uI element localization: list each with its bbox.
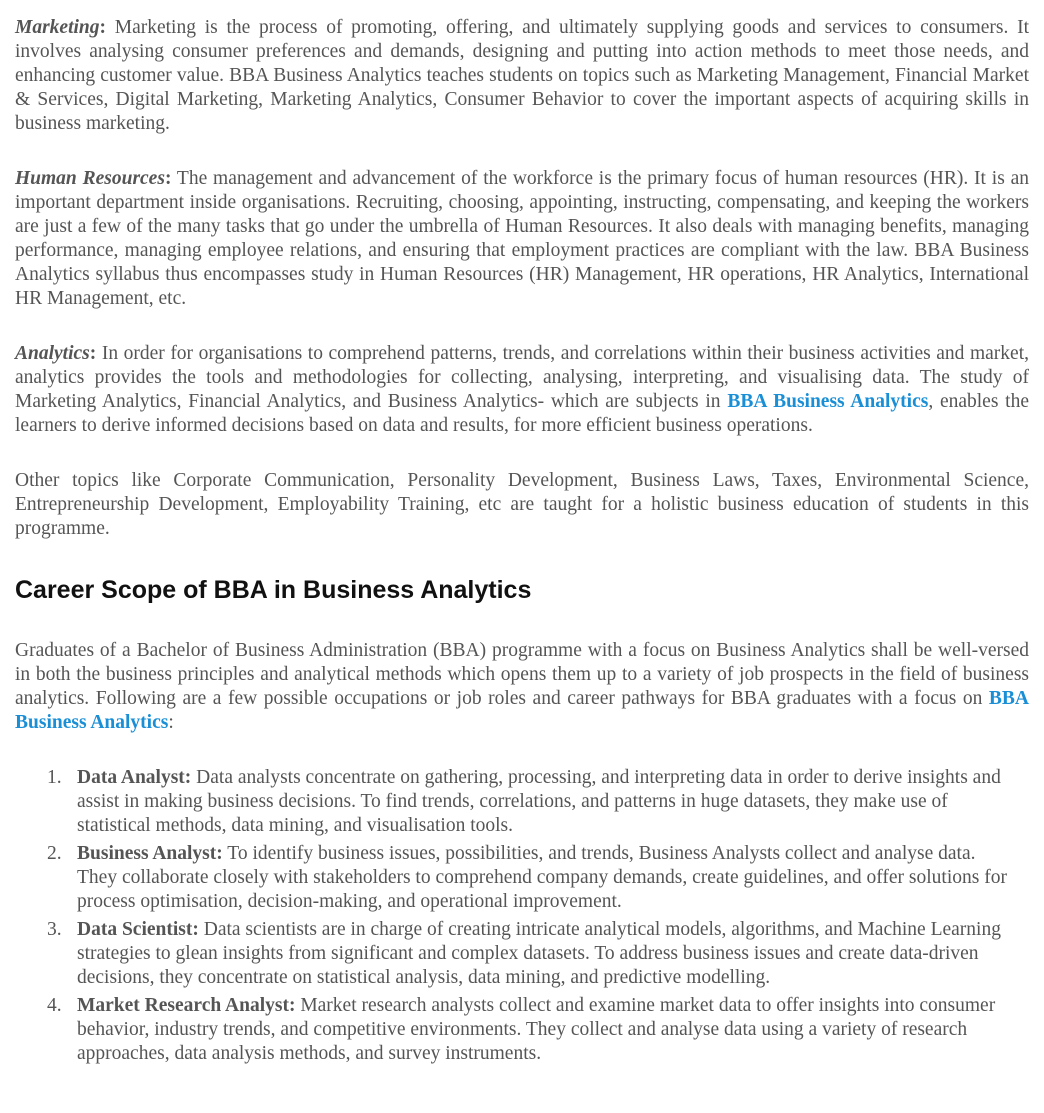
analytics-paragraph (15, 342, 1029, 438)
term-separator: : (99, 17, 107, 38)
human-resources-term: Human Resources (15, 168, 165, 189)
role-description: Data scientists are in charge of creating intricate analytical models, algorithms, and Machine Learning strategies to glean insights from significant and complex datasets. To address business issues and create data-driven decisions, they concentrate on statistical analysis, data mining, and predictive modelling. (77, 919, 1001, 988)
marketing-paragraph (15, 16, 1029, 136)
analytics-text-before: In order for organisations to comprehend patterns, trends, and correlations within their business activities and market, analytics provides the tools and methodologies for collecting, analysing, interpreting, and visualising data. The study of Marketing Analytics, Financial Analytics, and Business Analytics- which are subjects in (15, 343, 1029, 412)
bba-business-analytics-link[interactable]: BBA Business Analytics (727, 391, 929, 412)
career-intro-colon: : (168, 712, 174, 733)
list-item (15, 994, 1029, 1066)
role-title: Business Analyst: (77, 843, 223, 864)
list-number: 2. (47, 843, 62, 864)
list-number: 4. (47, 995, 62, 1016)
career-intro-text: Graduates of a Bachelor of Business Administration (BBA) programme with a focus on Business Analytics shall be well-versed in both the business principles and analytical methods which opens them up to a variety of job prospects in the field of business analytics. Following are a few possible occupations or job roles and career pathways for BBA graduates with a focus on (15, 640, 1029, 709)
bba-business-analytics-link[interactable]: BBA Business Analytics (15, 688, 1029, 733)
role-title: Market Research Analyst: (77, 995, 296, 1016)
term-separator: : (89, 343, 97, 364)
role-title: Data Analyst: (77, 767, 192, 788)
other-topics-paragraph: Other topics like Corporate Communication, Personality Development, Business Laws, Taxes, Environmental Science, Entrepreneurship Development, Employability Training, etc are taught for a holistic business education of students in this programme. (15, 470, 1029, 539)
human-resources-paragraph (15, 167, 1029, 311)
marketing-text: Marketing is the process of promoting, offering, and ultimately supplying goods and services to consumers. It involves analysing consumer preferences and demands, designing and putting into action methods to meet those needs, and enhancing customer value. BBA Business Analytics teaches students on topics such as Marketing Management, Financial Market & Services, Digital Marketing, Marketing Analytics, Consumer Behavior to cover the important aspects of acquiring skills in business marketing. (15, 17, 1029, 134)
marketing-term: Marketing (15, 17, 100, 38)
role-title: Data Scientist: (77, 919, 199, 940)
analytics-term: Analytics (15, 343, 90, 364)
list-item (15, 766, 1029, 838)
role-description: Data analysts concentrate on gathering, processing, and interpreting data in order to derive insights and assist in making business decisions. To find trends, correlations, and patterns in huge datasets, they make use of statistical methods, data mining, and visualisation tools. (77, 767, 1001, 836)
career-scope-heading: Career Scope of BBA in Business Analytics (15, 576, 532, 604)
role-description: To identify business issues, possibilities, and trends, Business Analysts collect and analyse data. They collaborate closely with stakeholders to comprehend company demands, create guidelines, and offer solutions for process optimisation, decision-making, and operational improvement. (77, 843, 1007, 912)
human-resources-text: The management and advancement of the workforce is the primary focus of human resources (HR). It is an important department inside organisations. Recruiting, choosing, appointing, instructing, compensating, and keeping the workers are just a few of the many tasks that go under the umbrella of Human Resources. It also deals with managing benefits, managing performance, managing employee relations, and ensuring that employment practices are compliant with the law. BBA Business Analytics syllabus thus encompasses study in Human Resources (HR) Management, HR operations, HR Analytics, International HR Management, etc. (15, 168, 1030, 309)
list-number: 3. (47, 919, 62, 940)
career-intro-paragraph (15, 639, 1029, 735)
term-separator: : (164, 168, 172, 189)
list-item (15, 918, 1029, 990)
career-roles-list (15, 766, 1029, 1066)
list-item (15, 842, 1029, 914)
analytics-text-after: , enables the learners to derive informed decisions based on data and results, for more efficient business operations. (15, 391, 1029, 436)
role-description: Market research analysts collect and examine market data to offer insights into consumer behavior, industry trends, and competitive environments. They collect and analyse data using a variety of research approaches, data analysis methods, and survey instruments. (77, 995, 996, 1064)
list-number: 1. (47, 767, 62, 788)
